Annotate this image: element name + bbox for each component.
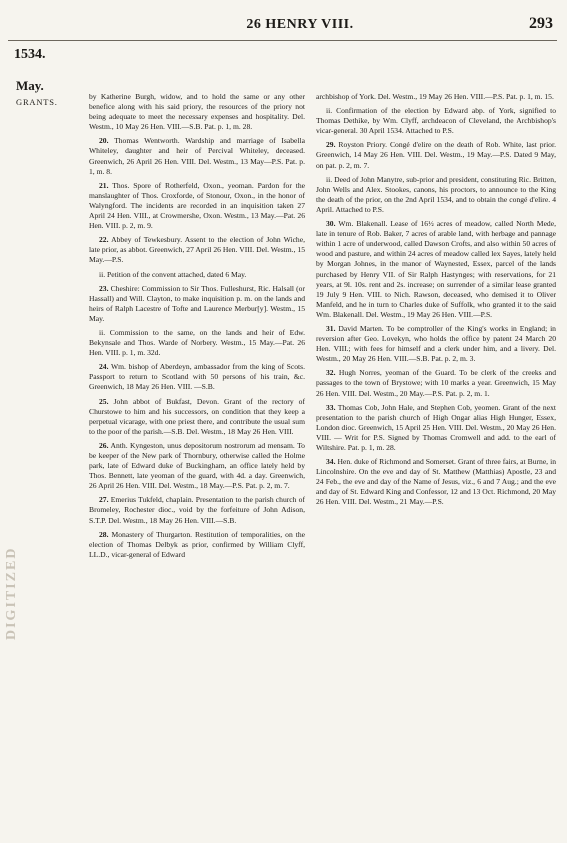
calendar-entry: [316, 368, 556, 398]
entry-number: 26.: [99, 440, 109, 450]
page-number: 293: [529, 15, 553, 32]
calendar-entry: [316, 92, 556, 102]
calendar-entry: [89, 397, 305, 437]
entry-text: Thos. Spore of Rotherfeld, Oxon., yeoman. Pardon for the manslaughter of Thos. Croxforde, of Stonour, Oxon., in the honor of Walyngford. The incidents are recorded in an inquisition taken 27 April 24 Hen. VIII., at Crowmershe, Oxon. Westm., 13 May.—Pat. 26 Hen. VIII. p. 2, m. 9.: [89, 180, 305, 231]
entry-number: 22.: [99, 235, 109, 245]
calendar-entry: [316, 106, 556, 136]
entry-text: Thomas Wentworth. Wardship and marriage of Isabella Whiteley, daughter and heir of Percival Whiteley, deceased. Greenwich, 26 April 26 Hen. VIII. Del. Westm., 13 May—P.S. Pat. p. 1, m. 8.: [89, 136, 305, 176]
calendar-entry: [89, 235, 305, 265]
entry-text: David Marten. To be comptroller of the King's works in England; in reversion after Geo. Lovekyn, who holds the office by patent 24 March 20 Hen. VIII.; with fees for himself and a clerk under him, and a livery. Del. Westm., 20 May 26 Hen. VIII.—S.B. Pat. p. 2, m. 3.: [316, 323, 556, 364]
entry-number: 25.: [99, 396, 109, 406]
entry-text: Abbey of Tewkesbury. Assent to the election of John Wiche, late prior, as abbot. Greenwich, 27 April 26 Hen. VIII. Del. Westm., 15 May.—P.S.: [89, 235, 306, 265]
entry-text: Wm. bishop of Aberdeyn, ambassador from the king of Scots. Passport to return to Scotland with 50 persons of his train, &c. Greenwich, 18 May 26 Hen. VIII. —S.B.: [89, 362, 306, 392]
entry-text: Monastery of Thurgarton. Restitution of temporalities, on the election of Thomas Delbyk as prior, confirmed by William Clyff, LL.D., vicar-general of Edward: [89, 529, 305, 559]
margin-year: 1534.: [14, 47, 46, 62]
entry-text: John abbot of Bukfast, Devon. Grant of the rectory of Churstowe to him and his successors, on condition that they keep a perpetual vicarage, with one priest there, and contribute the usual sum to the poor of the parish.—S.B. Del. Westm., 18 May 26 Hen. VIII.: [89, 396, 305, 436]
entry-number: 29.: [326, 140, 336, 150]
entry-number: 32.: [326, 368, 336, 378]
entry-number: 33.: [326, 402, 336, 412]
entry-text: ii. Confirmation of the election by Edward abp. of York, signified to Thomas Dethike, by Wm. Clyff, archdeacon of Cleveland, the Archbishop's vicar-general. 30 April 1534. Attached to P.S.: [316, 106, 556, 136]
calendar-entry: [89, 284, 305, 324]
entry-text: ii. Deed of John Manytre, sub-prior and president, constituting Ric. Britten, John Wells and Alex. Stookes, canons, his proctors, to announce to the King the death of the prior, on the 2nd April 1534, and to obtain the congé d'elire. 4 April. Attached to P.S.: [316, 174, 556, 214]
calendar-entry: [316, 403, 556, 453]
entry-number: 21.: [99, 180, 109, 190]
calendar-entry: [89, 441, 305, 491]
entry-text: Thomas Cob, John Hale, and Stephen Cob, yeomen. Grant of the next presentation to the parish church of High Ongar alias High Hunger, Essex, London dioc. Greenwich, 15 April 25 Hen. VIII. Del. Westm., 20 May 26 Hen. VIII. — Writ for P.S. Signed by Thomas Cromwell and add. to the earl of Wiltshire. Pat. p. 1, m. 28.: [316, 402, 556, 452]
entry-text: Hugh Norres, yeoman of the Guard. To be clerk of the creeks and passages to the town of Brystowe; with 10 marks a year. Greenwich, 15 May 26 Hen. VIII. Del. Westm., 20 May.—P.S. Pat. p. 2, m. 1.: [316, 368, 556, 398]
entry-text: ii. Petition of the convent attached, dated 6 May.: [99, 269, 247, 279]
right-column: [316, 92, 556, 512]
entry-number: 20.: [99, 136, 109, 146]
running-header-title: 26 HENRY VIII.: [246, 17, 354, 32]
entry-text: Emerius Tukfeld, chaplain. Presentation to the parish church of Bromeley, Rochester dioc., void by the forfeiture of John Adison, S.T.P. Del. Westm., 18 May 26 Hen. VIII.—S.B.: [89, 495, 305, 525]
calendar-entry: [89, 362, 305, 392]
calendar-entry: [89, 495, 305, 525]
entry-text: Royston Priory. Congé d'elire on the death of Rob. White, last prior. Greenwich, 14 May 26 Hen. VIII. Del. Westm., 19 May.—P.S. Dated 9 May, on pat. p. 2, m. 7.: [316, 140, 556, 170]
entry-text: Cheshire: Commission to Sir Thos. Fulleshurst, Ric. Halsall (or Hassall) and Will. Clayton, to make inquisition p. m. on the lands and heirs of Ralph Lacestre of Tofte and Laurence Merbur[y]. Westm., 15 May.: [89, 283, 305, 323]
entry-text: by Katherine Burgh, widow, and to hold the same or any other benefice along with his said priory, the resources of the priory not being adequate to meet the necessary expenses and hospitality. Del. Westm., 10 May 26 Hen. VIII.—S.B. Pat. p. 1, m. 28.: [89, 92, 305, 132]
calendar-entry: [89, 328, 305, 358]
calendar-entry: [316, 324, 556, 364]
calendar-entry: [89, 92, 305, 132]
entry-text: Anth. Kyngeston, unus depositorum nostrorum ad mensam. To be keeper of the New park of Thornbury, otherwise called the Holme park, late of Edward duke of Buckingham, an office lately held by Thos. Bennett, late yeoman of the guard, with 4d. a day. Greenwich, 26 April 26 Hen. VIII. Del. Westm., 18 May.—P.S. Pat. p. 2, m. 7.: [89, 440, 305, 491]
calendar-entry: [316, 175, 556, 215]
entry-number: 27.: [99, 495, 109, 505]
calendar-entry: [89, 136, 305, 176]
calendar-entry: [89, 270, 305, 280]
calendar-entry: [316, 219, 556, 320]
calendar-entry: [316, 457, 556, 507]
entry-text: Hen. duke of Richmond and Somerset. Grant of three fairs, at Burne, in Lincolnshire. On the eve and day of St. Matthew (Matthias) Apostle, 23 and 24 Feb., the eve and day of the Name of Jesus, viz., 6 and 7 Aug.; and the eve and day of St. Edward King and Confessor, 12 and 13 Oct. Richmond, 20 May 26 Hen. VIII. Del. Westm., 21 May.—P.S.: [316, 457, 556, 507]
margin-section-label: GRANTS.: [16, 97, 58, 107]
entry-text: Wm. Blakenall. Lease of 16½ acres of meadow, called North Mede, late in tenure of Rob. Baker, 7 acres of arable land, with herbage and pannage within 1 acre of underwood, called Dawson Crofts, and also within 50 acres of wood and pasture, and within 24 acres of meadow called lex Sayes, lately held by Morgan Johnes, in the manor of Waynested, Essex, parcel of the lands purchased by Henry VII. of Sir Ralph Hastynges; with reservations, for 21 years, at 9l. 10s. rent and 2s. increase; on surrender of a similar lease granted 19 July 9 Hen. VIII. to Nich. Rawson, deceased, who demised it to Oliver Manfeld, and he in turn to Charles duke of Suffolk, who granted it to the said Wm. Blakenall. Del. Westm., 19 May 26 Hen. VIII.—P.S.: [316, 219, 556, 319]
calendar-entry: [89, 530, 305, 560]
left-column: [89, 92, 305, 564]
entry-text: archbishop of York. Del. Westm., 19 May 26 Hen. VIII.—P.S. Pat. p. 1, m. 15.: [316, 92, 554, 101]
entry-number: 30.: [326, 219, 336, 229]
entry-number: 24.: [99, 362, 109, 372]
entry-text: ii. Commission to the same, on the lands and heir of Edw. Bekynsale and Thos. Warde of Norbery. Westm., 15 May.—Pat. 26 Hen. VIII. p. 1, m. 32d.: [89, 327, 305, 358]
header-rule: [8, 40, 557, 41]
margin-month: May.: [16, 78, 44, 93]
calendar-entry: [316, 140, 556, 170]
library-stamp: DIGITIZED: [4, 546, 19, 640]
calendar-entry: [89, 181, 305, 231]
entry-number: 23.: [99, 283, 109, 293]
entry-number: 31.: [326, 323, 336, 333]
entry-number: 28.: [99, 529, 109, 539]
entry-number: 34.: [326, 457, 336, 467]
